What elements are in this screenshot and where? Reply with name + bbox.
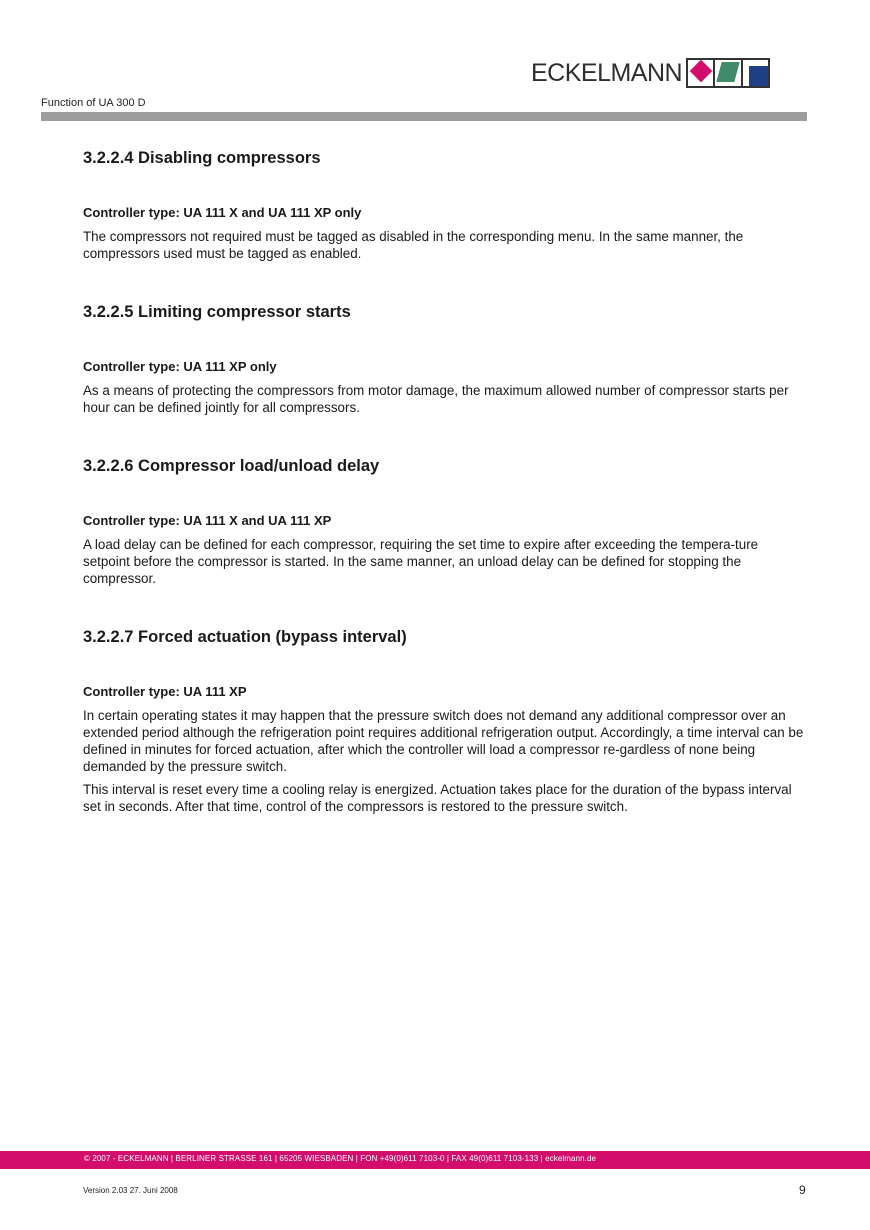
- section-limiting-compressor-starts: [83, 302, 807, 416]
- section-heading: 3.2.2.6 Compressor load/unload delay: [83, 457, 380, 475]
- section-paragraph: This interval is reset every time a cooling relay is energized. Actuation takes place for the duration of the bypass interval set in seconds. After that time, control of the compressors is restored to the pressure switch.: [83, 782, 792, 814]
- section-paragraph: The compressors not required must be tagged as disabled in the corresponding menu. In the same manner, the compressors used must be tagged as enabled.: [83, 229, 744, 261]
- logo-mark: [686, 58, 770, 88]
- controller-type-label: Controller type: UA 111 X and UA 111 XP only: [83, 205, 362, 220]
- page-content: [83, 148, 807, 855]
- section-paragraph: As a means of protecting the compressors from motor damage, the maximum allowed number of compressor starts per hour can be defined jointly for all compressors.: [83, 383, 789, 415]
- section-disabling-compressors: [83, 148, 807, 262]
- controller-type-label: Controller type: UA 111 XP only: [83, 359, 277, 374]
- section-heading: 3.2.2.4 Disabling compressors: [83, 149, 321, 167]
- brand-logo: [531, 55, 770, 91]
- logo-green-parallelogram: [715, 60, 742, 86]
- section-heading: 3.2.2.7 Forced actuation (bypass interval): [83, 628, 407, 646]
- page-number: 9: [799, 1183, 806, 1197]
- section-paragraph: In certain operating states it may happen that the pressure switch does not demand any additional compressor over an extended period although the refrigeration point requires additional refrigeration output. Accordingly, a time interval can be defined in minutes for forced actuation, after which the controller will load a compressor re-gardless of none being demanded by the pressure switch.: [83, 708, 804, 774]
- section-forced-actuation: [83, 627, 807, 815]
- controller-type-label: Controller type: UA 111 X and UA 111 XP: [83, 513, 332, 528]
- version-info: Version 2.03 27. Juni 2008: [83, 1186, 178, 1195]
- brand-name: ECKELMANN: [531, 58, 683, 87]
- controller-type-label: Controller type: UA 111 XP: [83, 684, 247, 699]
- section-heading: 3.2.2.5 Limiting compressor starts: [83, 303, 351, 321]
- section-paragraph: A load delay can be defined for each compressor, requiring the set time to expire after exceeding the tempera-ture setpoint before the compressor is started. In the same manner, an unload delay can be defined for stopping the compressor.: [83, 537, 759, 586]
- section-load-unload-delay: [83, 456, 807, 587]
- header-divider: [41, 112, 807, 121]
- footer-contact-line: © 2007 - ECKELMANN | BERLINER STRASSE 161 | 65205 WIESBADEN | FON +49(0)611 7103-0 | FAX 49(0)611 7103-133 | eckelmann.de: [84, 1154, 597, 1163]
- logo-magenta-diamond: [688, 60, 715, 86]
- document-header-label: Function of UA 300 D: [41, 97, 146, 109]
- logo-blue-square: [743, 60, 768, 86]
